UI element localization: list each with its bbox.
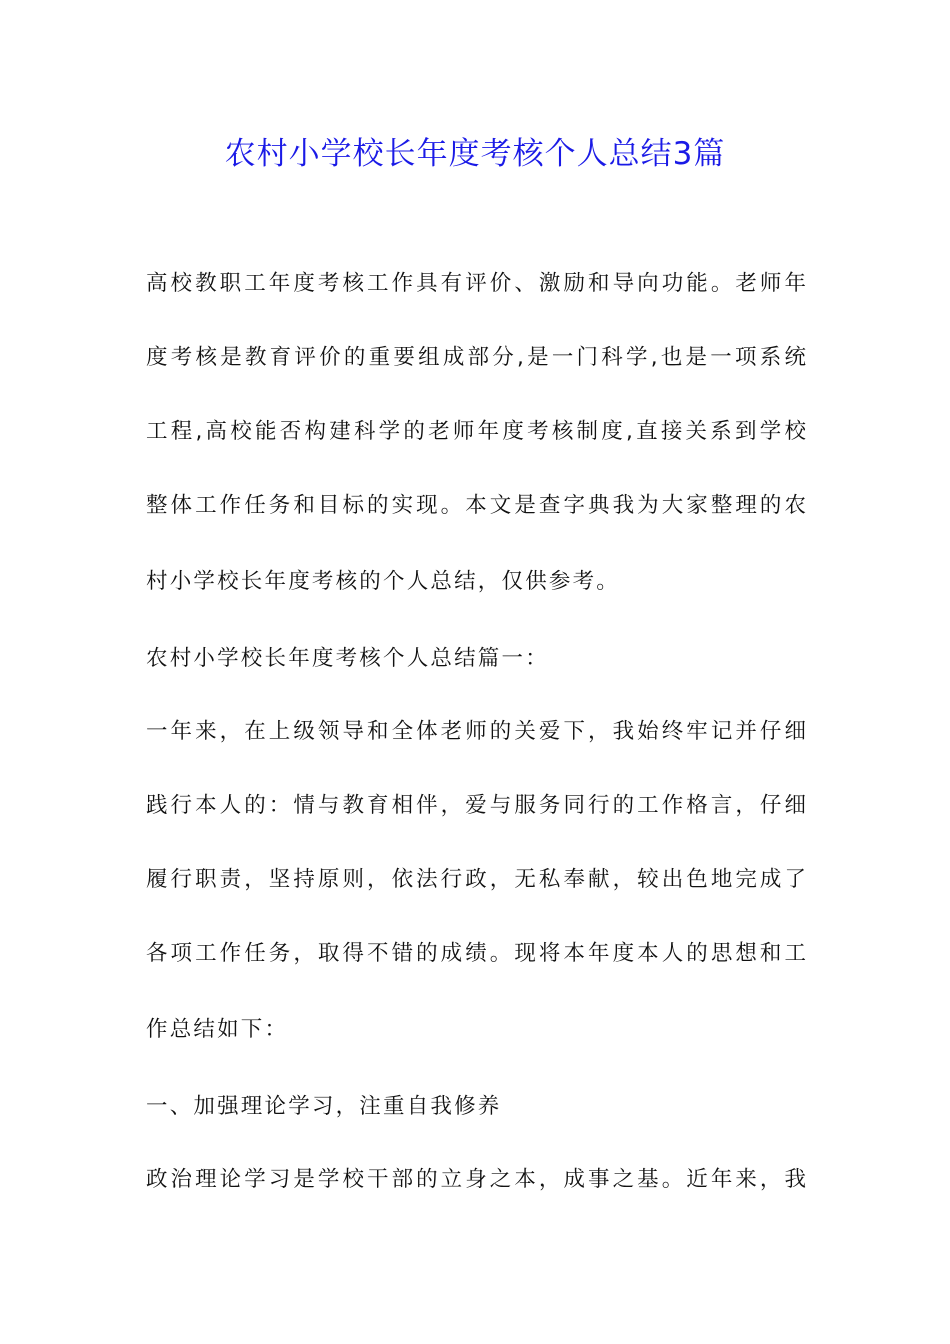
section-heading: 农村小学校长年度考核个人总结篇一： [146,646,549,671]
paragraph-line: 度考核是教育评价的重要组成部分,是一门科学,也是一项系统 [146,345,806,370]
paragraph-line: 践行本人的：情与教育相伴，爱与服务同行的工作格言，仔细 [146,793,806,818]
paragraph-line: 工程,高校能否构建科学的老师年度考核制度,直接关系到学校 [146,419,806,444]
paragraph-line: 各项工作任务，取得不错的成绩。现将本年度本人的思想和工 [146,941,806,966]
paragraph-line: 高校教职工年度考核工作具有评价、激励和导向功能。老师年 [146,271,806,296]
paragraph-line: 政治理论学习是学校干部的立身之本，成事之基。近年来，我 [146,1167,806,1192]
paragraph-line: 村小学校长年度考核的个人总结，仅供参考。 [146,569,621,594]
section-heading: 一、加强理论学习，注重自我修养 [146,1094,502,1119]
paragraph-line: 一年来，在上级领导和全体老师的关爱下，我始终牢记并仔细 [146,719,806,744]
paragraph-line: 作总结如下： [146,1017,289,1042]
document-title: 农村小学校长年度考核个人总结3篇 [224,136,726,172]
paragraph-line: 整体工作任务和目标的实现。本文是查字典我为大家整理的农 [146,493,806,518]
paragraph-line: 履行职责，坚持原则，依法行政，无私奉献，较出色地完成了 [146,867,806,892]
